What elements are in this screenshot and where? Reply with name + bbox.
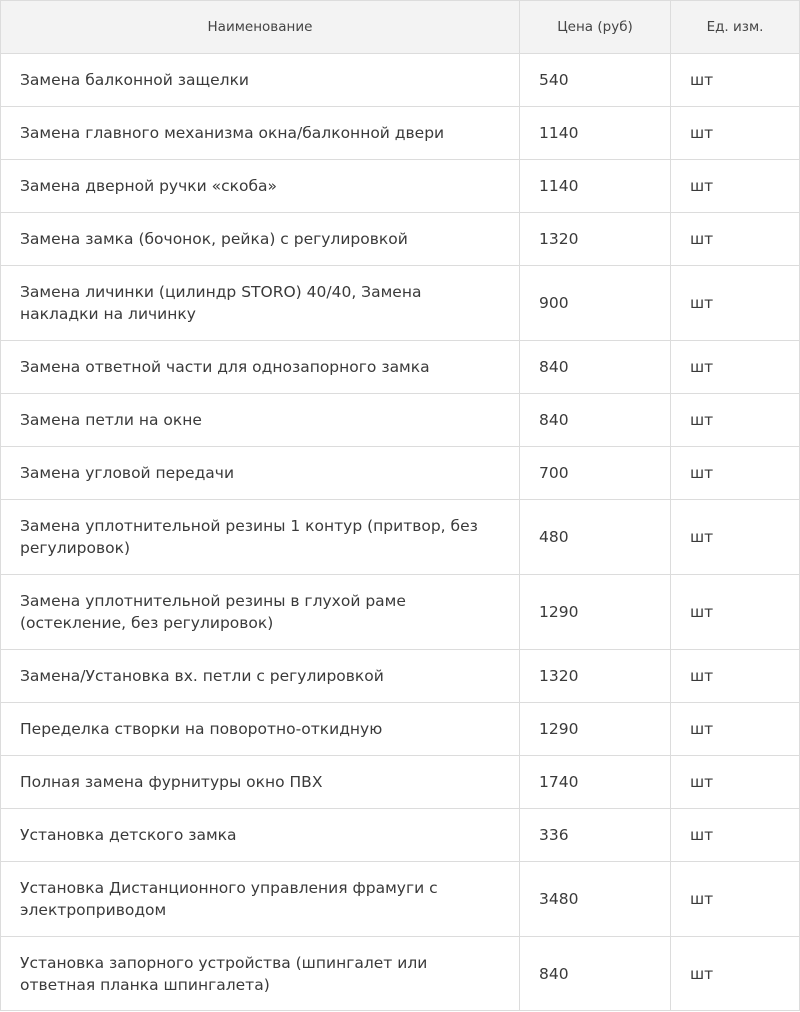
table-row — [1, 756, 800, 809]
row-name: Замена уплотнительной резины 1 контур (притвор, без регулировок) — [1, 500, 520, 575]
row-price: 1320 — [520, 213, 671, 266]
row-unit: шт — [671, 809, 800, 862]
row-name: Замена личинки (цилиндр STORO) 40/40, Замена накладки на личинку — [1, 266, 520, 341]
row-name: Замена угловой передачи — [1, 447, 520, 500]
row-name: Замена замка (бочонок, рейка) с регулировкой — [1, 213, 520, 266]
row-price: 840 — [520, 394, 671, 447]
row-name: Установка Дистанционного управления фрамуги с электроприводом — [1, 862, 520, 937]
table-row — [1, 937, 800, 1011]
header-unit: Ед. изм. — [671, 1, 800, 54]
row-name: Переделка створки на поворотно-откидную — [1, 703, 520, 756]
table-row — [1, 107, 800, 160]
table-row — [1, 862, 800, 937]
row-name: Замена балконной защелки — [1, 54, 520, 107]
table-row — [1, 575, 800, 650]
table-header-row — [1, 1, 800, 54]
row-unit: шт — [671, 447, 800, 500]
row-unit: шт — [671, 341, 800, 394]
table-row — [1, 341, 800, 394]
row-unit: шт — [671, 54, 800, 107]
table-row — [1, 447, 800, 500]
table-row — [1, 266, 800, 341]
row-unit: шт — [671, 575, 800, 650]
table-row — [1, 809, 800, 862]
row-unit: шт — [671, 500, 800, 575]
row-name: Полная замена фурнитуры окно ПВХ — [1, 756, 520, 809]
row-price: 336 — [520, 809, 671, 862]
header-price: Цена (руб) — [520, 1, 671, 54]
row-unit: шт — [671, 937, 800, 1011]
row-price: 1320 — [520, 650, 671, 703]
table-row — [1, 650, 800, 703]
row-price: 1140 — [520, 107, 671, 160]
row-price: 3480 — [520, 862, 671, 937]
row-unit: шт — [671, 862, 800, 937]
row-name: Замена/Установка вх. петли с регулировкой — [1, 650, 520, 703]
row-price: 1290 — [520, 703, 671, 756]
row-price: 1740 — [520, 756, 671, 809]
row-price: 900 — [520, 266, 671, 341]
row-name: Замена дверной ручки «скоба» — [1, 160, 520, 213]
row-unit: шт — [671, 213, 800, 266]
row-unit: шт — [671, 160, 800, 213]
table-row — [1, 160, 800, 213]
table-row — [1, 394, 800, 447]
table-row — [1, 500, 800, 575]
table-row — [1, 54, 800, 107]
row-name: Замена петли на окне — [1, 394, 520, 447]
row-name: Установка запорного устройства (шпингалет или ответная планка шпингалета) — [1, 937, 520, 1011]
header-name: Наименование — [1, 1, 520, 54]
row-name: Замена главного механизма окна/балконной двери — [1, 107, 520, 160]
row-unit: шт — [671, 650, 800, 703]
table-row — [1, 213, 800, 266]
row-price: 840 — [520, 341, 671, 394]
row-unit: шт — [671, 756, 800, 809]
row-unit: шт — [671, 394, 800, 447]
row-name: Установка детского замка — [1, 809, 520, 862]
row-unit: шт — [671, 703, 800, 756]
row-price: 1140 — [520, 160, 671, 213]
row-unit: шт — [671, 107, 800, 160]
row-name: Замена ответной части для однозапорного замка — [1, 341, 520, 394]
row-price: 1290 — [520, 575, 671, 650]
row-price: 840 — [520, 937, 671, 1011]
row-unit: шт — [671, 266, 800, 341]
row-price: 700 — [520, 447, 671, 500]
row-price: 480 — [520, 500, 671, 575]
table-row — [1, 703, 800, 756]
row-name: Замена уплотнительной резины в глухой раме (остекление, без регулировок) — [1, 575, 520, 650]
row-price: 540 — [520, 54, 671, 107]
